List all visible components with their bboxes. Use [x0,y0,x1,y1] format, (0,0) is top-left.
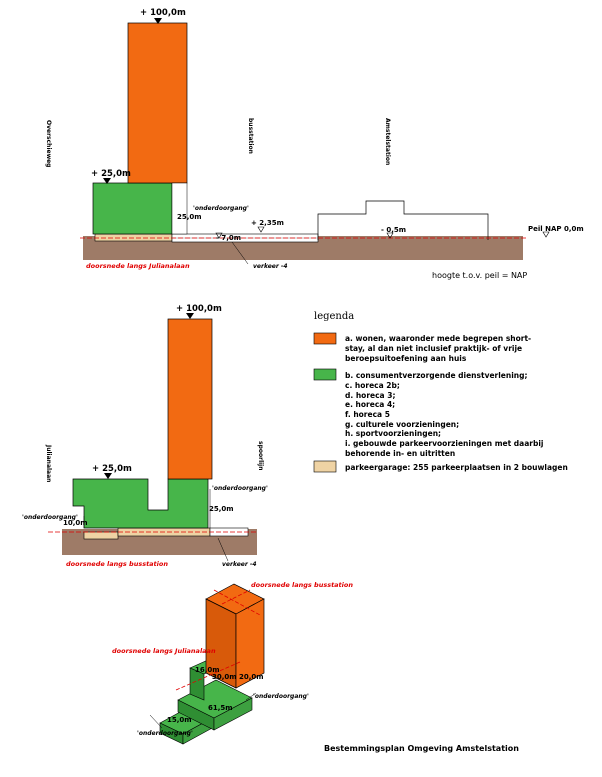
label-street-amstelstation: Amstelstation [384,118,391,166]
legend-item-consumer-line-1: b. consumentverzorgende dienstverlening; [345,371,528,380]
label-street-julianalaan: Julianalaan [45,445,52,483]
legend-item-consumer-line-6: g. culturele voorzieningen; [345,420,460,429]
legend-item-residential-line-1: a. wonen, waaronder mede begrepen short- [345,334,532,343]
label-level-base-2: + 25,0m [92,464,132,474]
label-height-podium: 25,0m [177,213,202,221]
label-traffic: verkeer -4 [253,263,288,270]
legend-item-consumer-line-3: d. horeca 3; [345,391,396,400]
footer-caption: Bestemmingsplan Omgeving Amstelstation [324,744,519,753]
label-underpass-left-2: 'onderdoorgang' [22,514,78,521]
consumer-podium-2 [73,479,208,528]
ground-cut [318,240,488,260]
annex [172,183,187,234]
label-section-caption-2: doorsnede langs busstation [66,560,168,568]
label-section-caption: doorsnede langs Julianalaan [86,262,190,270]
label-underpass-right-2: 'onderdoorgang' [212,485,268,492]
residential-tower [128,23,187,183]
legend-swatch-residential [314,333,336,344]
section-busstation [22,304,268,568]
iso-dim-61: 61,5m [208,704,233,712]
section-julianalaan [45,8,584,280]
underpass-2 [210,528,248,536]
legend-item-consumer-line-5: f. horeca 5 [345,410,390,419]
level-marker-bus [258,227,264,232]
label-level-underpass: - 7,0m [216,234,242,242]
iso-dim-16: 16,0m [195,666,220,674]
consumer-podium [93,183,172,234]
legend-title: legenda [314,311,355,322]
label-height-note: hoogte t.o.v. peil = NAP [432,271,528,280]
legend-item-residential-line-2: stay, al dan niet inclusief praktijk- of vrije [345,344,523,353]
iso-label-underpass-left: 'onderdoorgang' [137,730,193,737]
iso-dim-30: 30,0m [212,673,237,681]
label-level-top-2: + 100,0m [176,304,222,314]
legend-item-consumer-line-4: e. horeca 4; [345,400,396,409]
label-level-station: - 0,5m [381,226,407,234]
parking-garage [95,234,172,241]
legend [314,311,568,472]
label-level-base: + 25,0m [91,169,131,179]
parking-garage-2 [84,532,118,539]
label-street-overschieweg: Overschieweg [45,120,52,168]
label-level-top: + 100,0m [140,8,186,18]
iso-dim-15: 15,0m [167,716,192,724]
iso-label-underpass-right: 'onderdoorgang' [253,693,309,700]
legend-item-consumer-line-2: c. horeca 2b; [345,381,400,390]
legend-item-consumer-line-7: h. sportvoorzieningen; [345,429,442,438]
label-street-spoorlijn: spoorlijn [257,441,264,471]
isometric-view [112,581,353,744]
label-peil: Peil NAP 0,0m [528,225,584,233]
legend-swatch-consumer [314,369,336,380]
legend-item-parking-line-1: parkeergarage: 255 parkeerplaatsen in 2 bouwlagen [345,463,568,472]
legend-item-residential-line-3: beroepsuitoefening aan huis [345,354,467,363]
label-underpass: 'onderdoorgang' [193,205,249,212]
label-height-left-2: 10,0m [63,519,88,527]
label-traffic-2: verkeer -4 [222,561,257,568]
iso-leader-left [150,715,162,728]
legend-item-consumer-line-8: i. gebouwde parkeervoorzieningen met daarbij [345,439,544,448]
station-outline [318,201,488,240]
label-street-busstation: busstation [247,118,254,154]
iso-label-busstation: doorsnede langs busstation [251,581,353,589]
iso-dim-20: 20,0m [239,673,264,681]
residential-tower-2 [168,319,212,479]
legend-item-consumer-line-9: behorende in- en uitritten [345,449,456,458]
iso-label-julianalaan: doorsnede langs Julianalaan [112,647,216,655]
legend-swatch-parking [314,461,336,472]
label-level-bus: + 2,35m [251,219,284,227]
label-height-right-2: 25,0m [209,505,234,513]
